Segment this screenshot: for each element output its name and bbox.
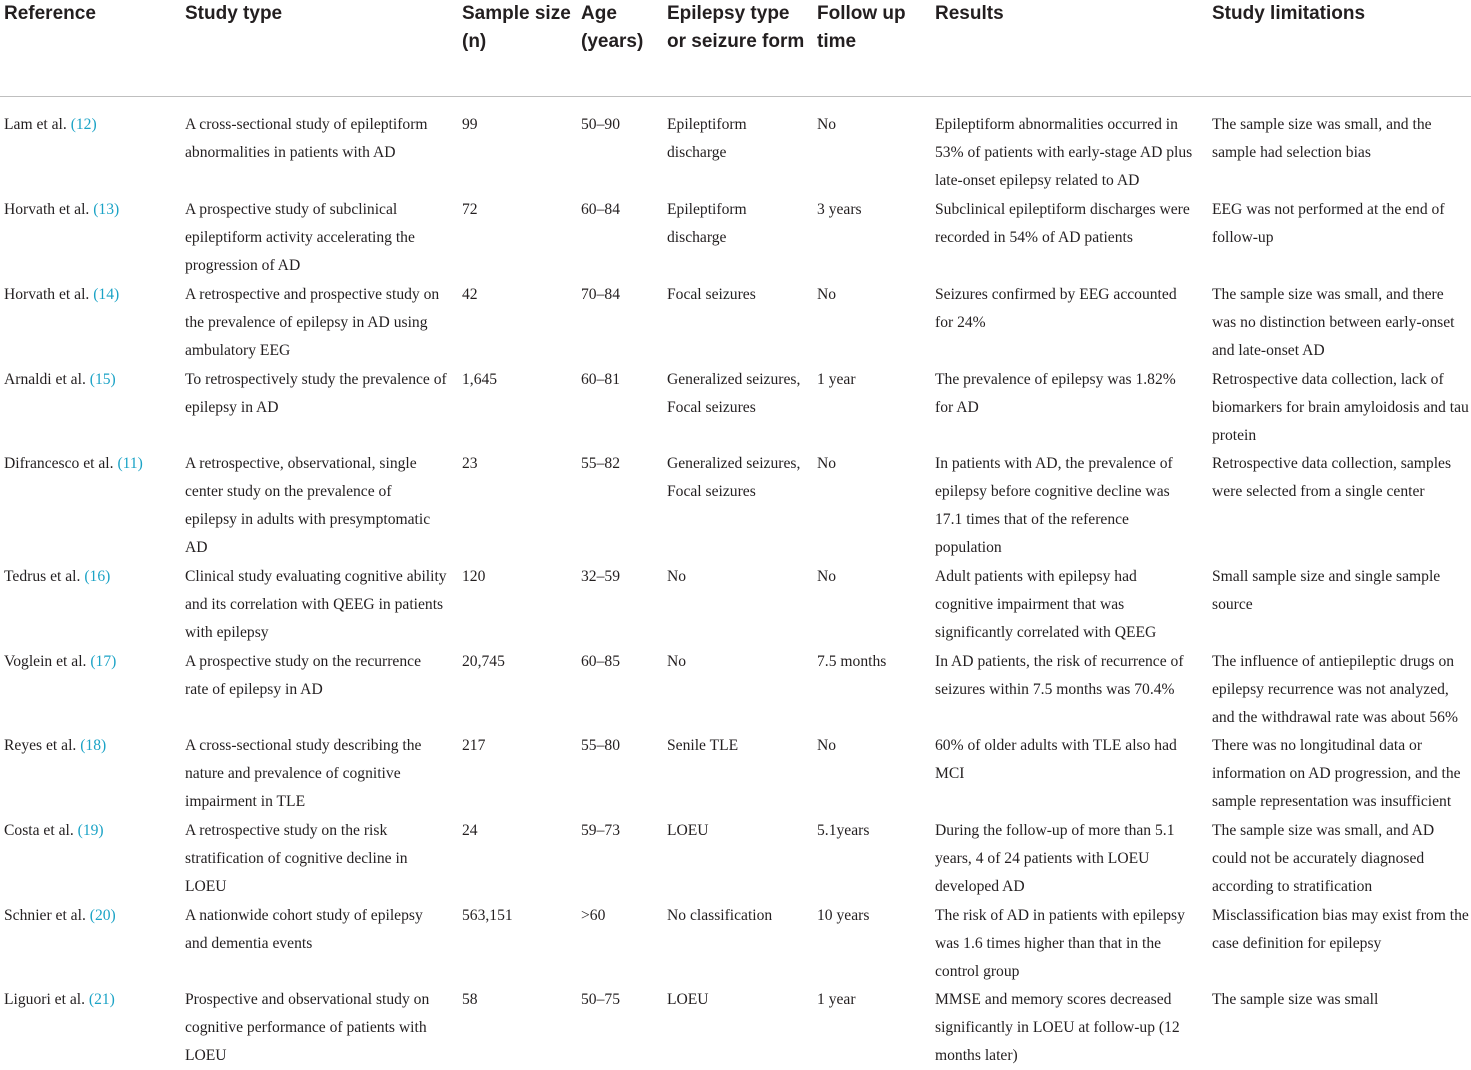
- limitations-cell: The influence of antiepileptic drugs on epilepsy recurrence was not analyzed, and the withdrawal rate was about 56%: [1212, 653, 1458, 726]
- reference-link[interactable]: (16): [84, 568, 111, 585]
- results-cell: MMSE and memory scores decreased significantly in LOEU at follow-up (12 months later): [935, 991, 1180, 1064]
- age-cell: 50–75: [581, 991, 620, 1008]
- header-results: Results: [935, 3, 1004, 24]
- limitations-cell: EEG was not performed at the end of follow-up: [1212, 201, 1445, 246]
- study-type-cell: A retrospective and prospective study on the prevalence of epilepsy in AD using ambulatory EEG: [185, 286, 440, 359]
- reference-link[interactable]: (19): [77, 822, 104, 839]
- reference-name: Horvath et al.: [4, 286, 90, 303]
- epilepsy-type-cell: No: [667, 568, 687, 585]
- limitations-cell: The sample size was small, and the sample had selection bias: [1212, 116, 1432, 161]
- epilepsy-type-cell: Generalized seizures, Focal seizures: [667, 371, 801, 416]
- sample-size-cell: 217: [462, 737, 486, 754]
- table-row: [0, 187, 1471, 272]
- header-sample-size: Sample size (n): [462, 3, 571, 52]
- table-row: [0, 639, 1471, 726]
- header-age: Age (years): [581, 3, 644, 52]
- reference-cell: [4, 281, 180, 309]
- reference-link[interactable]: (14): [93, 286, 120, 303]
- age-cell: >60: [581, 907, 606, 924]
- limitations-cell: The sample size was small, and AD could not be accurately diagnosed according to stratification: [1212, 822, 1435, 895]
- results-cell: Epileptiform abnormalities occurred in 53% of patients with early-stage AD plus late-onset epilepsy related to AD: [935, 116, 1193, 189]
- reference-name: Liguori et al.: [4, 991, 85, 1008]
- reference-name: Reyes et al.: [4, 737, 77, 754]
- sample-size-cell: 120: [462, 568, 486, 585]
- reference-name: Arnaldi et al.: [4, 371, 86, 388]
- sample-size-cell: 72: [462, 201, 478, 218]
- limitations-cell: The sample size was small, and there was no distinction between early-onset and late-onset AD: [1212, 286, 1455, 359]
- study-type-cell: Prospective and observational study on cognitive performance of patients with LOEU: [185, 991, 430, 1064]
- limitations-cell: Misclassification bias may exist from the case definition for epilepsy: [1212, 907, 1469, 952]
- reference-cell: [4, 563, 180, 591]
- results-cell: In patients with AD, the prevalence of epilepsy before cognitive decline was 17.1 times that of the reference population: [935, 455, 1173, 556]
- header-limitations: Study limitations: [1212, 3, 1366, 24]
- follow-up-cell: No: [817, 286, 837, 303]
- table-row: [0, 272, 1471, 357]
- limitations-cell: The sample size was small: [1212, 991, 1379, 1008]
- table-row: [0, 102, 1471, 187]
- reference-link[interactable]: (15): [89, 371, 116, 388]
- follow-up-cell: 10 years: [817, 907, 870, 924]
- results-cell: During the follow-up of more than 5.1 years, 4 of 24 patients with LOEU developed AD: [935, 822, 1175, 895]
- reference-link[interactable]: (11): [117, 455, 143, 472]
- reference-name: Costa et al.: [4, 822, 74, 839]
- header-study-type: Study type: [185, 3, 283, 24]
- reference-link[interactable]: (21): [88, 991, 115, 1008]
- limitations-cell: Small sample size and single sample source: [1212, 568, 1441, 613]
- epilepsy-type-cell: Generalized seizures, Focal seizures: [667, 455, 801, 500]
- reference-name: Schnier et al.: [4, 907, 86, 924]
- study-type-cell: A nationwide cohort study of epilepsy and dementia events: [185, 907, 423, 952]
- study-type-cell: A prospective study of subclinical epileptiform activity accelerating the progression of AD: [185, 201, 415, 274]
- study-type-cell: A prospective study on the recurrence rate of epilepsy in AD: [185, 653, 421, 698]
- reference-cell: [4, 450, 180, 478]
- follow-up-cell: 3 years: [817, 201, 862, 218]
- header-follow-up: Follow up time: [817, 3, 906, 52]
- reference-cell: [4, 111, 180, 139]
- table-row: [0, 808, 1471, 893]
- study-type-cell: A cross-sectional study of epileptiform abnormalities in patients with AD: [185, 116, 428, 161]
- reference-link[interactable]: (13): [93, 201, 120, 218]
- results-cell: In AD patients, the risk of recurrence of seizures within 7.5 months was 70.4%: [935, 653, 1184, 698]
- results-cell: Adult patients with epilepsy had cognitive impairment that was significantly correlated with QEEG: [935, 568, 1157, 641]
- limitations-cell: Retrospective data collection, samples were selected from a single center: [1212, 455, 1452, 500]
- header-reference: Reference: [4, 3, 96, 24]
- epilepsy-type-cell: Epileptiform discharge: [667, 201, 747, 246]
- table-row: [0, 441, 1471, 554]
- limitations-cell: There was no longitudinal data or information on AD progression, and the sample representation was insufficient: [1212, 737, 1461, 810]
- table-row: [0, 723, 1471, 808]
- reference-name: Tedrus et al.: [4, 568, 81, 585]
- reference-cell: [4, 817, 180, 845]
- sample-size-cell: 58: [462, 991, 478, 1008]
- epilepsy-type-cell: LOEU: [667, 822, 709, 839]
- epilepsy-type-cell: Focal seizures: [667, 286, 756, 303]
- reference-link[interactable]: (20): [89, 907, 116, 924]
- age-cell: 32–59: [581, 568, 620, 585]
- age-cell: 70–84: [581, 286, 620, 303]
- results-cell: The risk of AD in patients with epilepsy was 1.6 times higher than that in the control group: [935, 907, 1185, 980]
- reference-name: Voglein et al.: [4, 653, 87, 670]
- reference-cell: [4, 732, 180, 760]
- epilepsy-type-cell: No classification: [667, 907, 773, 924]
- reference-link[interactable]: (18): [80, 737, 107, 754]
- follow-up-cell: 5.1years: [817, 822, 870, 839]
- sample-size-cell: 563,151: [462, 907, 513, 924]
- reference-cell: [4, 902, 180, 930]
- sample-size-cell: 99: [462, 116, 478, 133]
- follow-up-cell: No: [817, 116, 837, 133]
- table-row: [0, 977, 1471, 1062]
- study-type-cell: A retrospective, observational, single center study on the prevalence of epilepsy in adults with presymptomatic AD: [185, 455, 431, 556]
- study-type-cell: A cross-sectional study describing the nature and prevalence of cognitive impairment in TLE: [185, 737, 422, 810]
- follow-up-cell: 1 year: [817, 371, 856, 388]
- sample-size-cell: 24: [462, 822, 478, 839]
- age-cell: 60–81: [581, 371, 620, 388]
- sample-size-cell: 42: [462, 286, 478, 303]
- follow-up-cell: No: [817, 568, 837, 585]
- epilepsy-type-cell: Epileptiform discharge: [667, 116, 747, 161]
- sample-size-cell: 1,645: [462, 371, 498, 388]
- age-cell: 55–82: [581, 455, 620, 472]
- study-type-cell: To retrospectively study the prevalence of epilepsy in AD: [185, 371, 447, 416]
- follow-up-cell: 7.5 months: [817, 653, 887, 670]
- reference-cell: [4, 648, 180, 676]
- results-cell: The prevalence of epilepsy was 1.82% for AD: [935, 371, 1176, 416]
- epilepsy-type-cell: LOEU: [667, 991, 709, 1008]
- results-cell: 60% of older adults with TLE also had MCI: [935, 737, 1177, 782]
- reference-cell: [4, 196, 180, 224]
- table-row: [0, 554, 1471, 639]
- limitations-cell: Retrospective data collection, lack of biomarkers for brain amyloidosis and tau protein: [1212, 371, 1469, 444]
- sample-size-cell: 20,745: [462, 653, 505, 670]
- reference-name: Lam et al.: [4, 116, 67, 133]
- epilepsy-type-cell: Senile TLE: [667, 737, 739, 754]
- age-cell: 50–90: [581, 116, 620, 133]
- table-row: [0, 893, 1471, 980]
- study-type-cell: A retrospective study on the risk stratification of cognitive decline in LOEU: [185, 822, 408, 895]
- study-type-cell: Clinical study evaluating cognitive ability and its correlation with QEEG in patients with epilepsy: [185, 568, 447, 641]
- age-cell: 59–73: [581, 822, 620, 839]
- header-epilepsy-type: Epilepsy type or seizure form: [667, 3, 805, 52]
- age-cell: 55–80: [581, 737, 620, 754]
- reference-cell: [4, 986, 180, 1014]
- results-cell: Seizures confirmed by EEG accounted for 24%: [935, 286, 1177, 331]
- reference-cell: [4, 366, 180, 394]
- follow-up-cell: No: [817, 737, 837, 754]
- sample-size-cell: 23: [462, 455, 478, 472]
- reference-name: Horvath et al.: [4, 201, 90, 218]
- reference-link[interactable]: (12): [70, 116, 97, 133]
- table-row: [0, 357, 1471, 444]
- table-header: [0, 0, 1471, 97]
- reference-name: Difrancesco et al.: [4, 455, 114, 472]
- follow-up-cell: 1 year: [817, 991, 856, 1008]
- results-cell: Subclinical epileptiform discharges were recorded in 54% of AD patients: [935, 201, 1190, 246]
- reference-link[interactable]: (17): [90, 653, 117, 670]
- age-cell: 60–85: [581, 653, 620, 670]
- age-cell: 60–84: [581, 201, 620, 218]
- follow-up-cell: No: [817, 455, 837, 472]
- epilepsy-type-cell: No: [667, 653, 687, 670]
